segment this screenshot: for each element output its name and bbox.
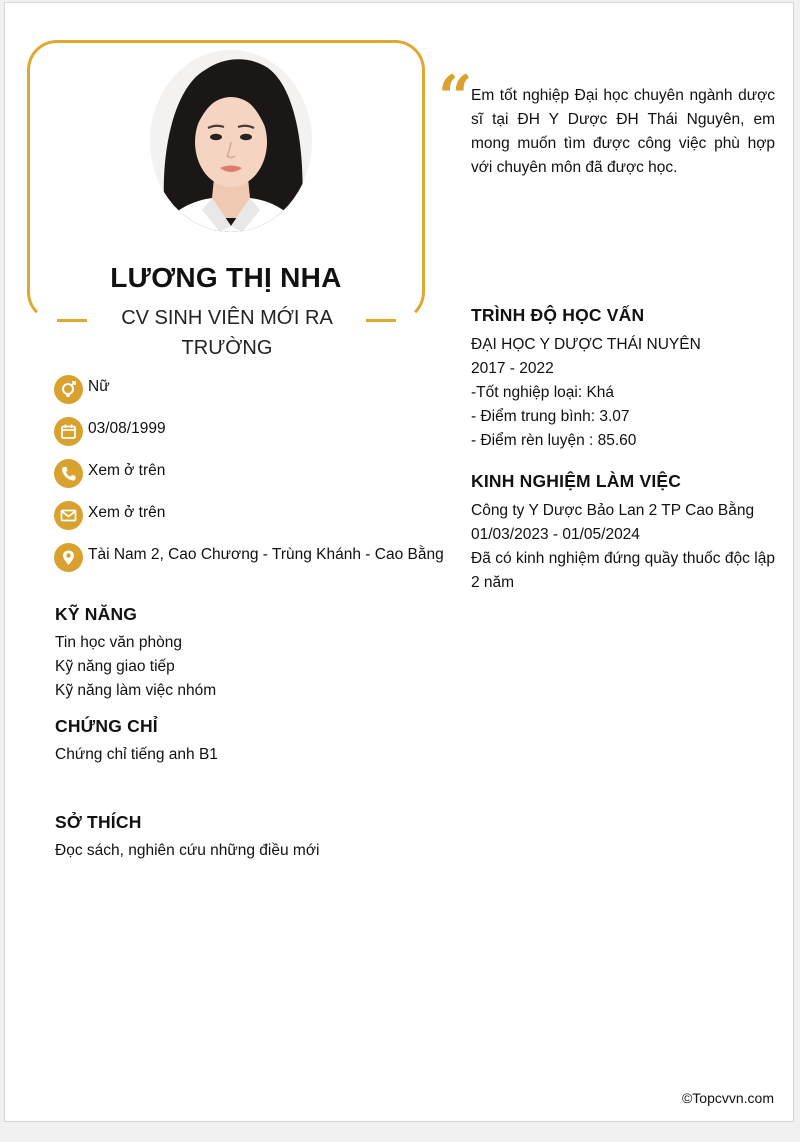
gender-value: Nữ — [88, 378, 110, 395]
certificates-list — [55, 743, 218, 767]
frame-divider-right — [366, 319, 396, 322]
birthday-value: 03/08/1999 — [88, 420, 166, 437]
education-period: 2017 - 2022 — [471, 360, 554, 377]
email-value: Xem ở trên — [88, 504, 166, 521]
experience-heading: KINH NGHIỆM LÀM VIỆC — [471, 471, 682, 491]
candidate-name: LƯƠNG THỊ NHA — [110, 262, 342, 293]
envelope-icon — [54, 501, 83, 530]
location-pin-icon — [54, 543, 83, 572]
skills-heading: KỸ NĂNG — [55, 604, 138, 624]
list-item: Đọc sách, nghiên cứu những điều mới — [55, 842, 320, 859]
info-gender — [54, 374, 110, 404]
list-item: - Điểm rèn luyện : 85.60 — [471, 432, 637, 449]
certificates-heading: CHỨNG CHỈ — [55, 716, 158, 736]
list-item: Kỹ năng làm việc nhóm — [55, 682, 217, 699]
list-item: Tin học văn phòng — [55, 634, 182, 651]
list-item: Chứng chỉ tiếng anh B1 — [55, 746, 218, 763]
skills-list — [55, 631, 216, 703]
list-item: - Điểm trung bình: 3.07 — [471, 408, 630, 425]
education-school: ĐẠI HỌC Y DƯỢC THÁI NUYÊN — [471, 336, 701, 353]
quote-icon: “ — [438, 63, 473, 133]
info-address — [54, 542, 444, 572]
experience-company: Công ty Y Dược Bảo Lan 2 TP Cao Bằng — [471, 502, 755, 519]
experience-details — [471, 499, 775, 595]
career-objective: Em tốt nghiệp Đại học chuyên ngành dược sĩ tại ĐH Y Dược ĐH Thái Nguyên, em mong muốn tìm được công việc phù hợp với chuyên môn đã được học. — [471, 87, 775, 176]
experience-period: 01/03/2023 - 01/05/2024 — [471, 526, 640, 543]
cv-subtitle: CV SINH VIÊN MỚI RA TRƯỜNG — [121, 307, 333, 359]
education-heading: TRÌNH ĐỘ HỌC VẤN — [471, 305, 645, 325]
gender-icon — [54, 375, 83, 404]
info-birthday — [54, 416, 166, 446]
footer-brand: ©Topcvvn.com — [681, 1090, 774, 1106]
info-phone — [54, 458, 165, 488]
address-value: Tài Nam 2, Cao Chương - Trùng Khánh - Cao Bằng — [88, 546, 444, 563]
phone-icon — [54, 459, 83, 488]
hobbies-list — [55, 839, 319, 863]
experience-description: Đã có kinh nghiệm đứng quầy thuốc độc lập 2 năm — [471, 550, 775, 591]
list-item: -Tốt nghiệp loại: Khá — [471, 384, 615, 401]
frame-divider-left — [57, 319, 87, 322]
profile-photo — [150, 50, 312, 232]
list-item: Kỹ năng giao tiếp — [55, 658, 175, 675]
calendar-icon — [54, 417, 83, 446]
phone-value: Xem ở trên — [88, 462, 166, 479]
hobbies-heading: SỞ THÍCH — [55, 812, 142, 832]
education-details — [471, 333, 701, 453]
info-email — [54, 500, 165, 530]
